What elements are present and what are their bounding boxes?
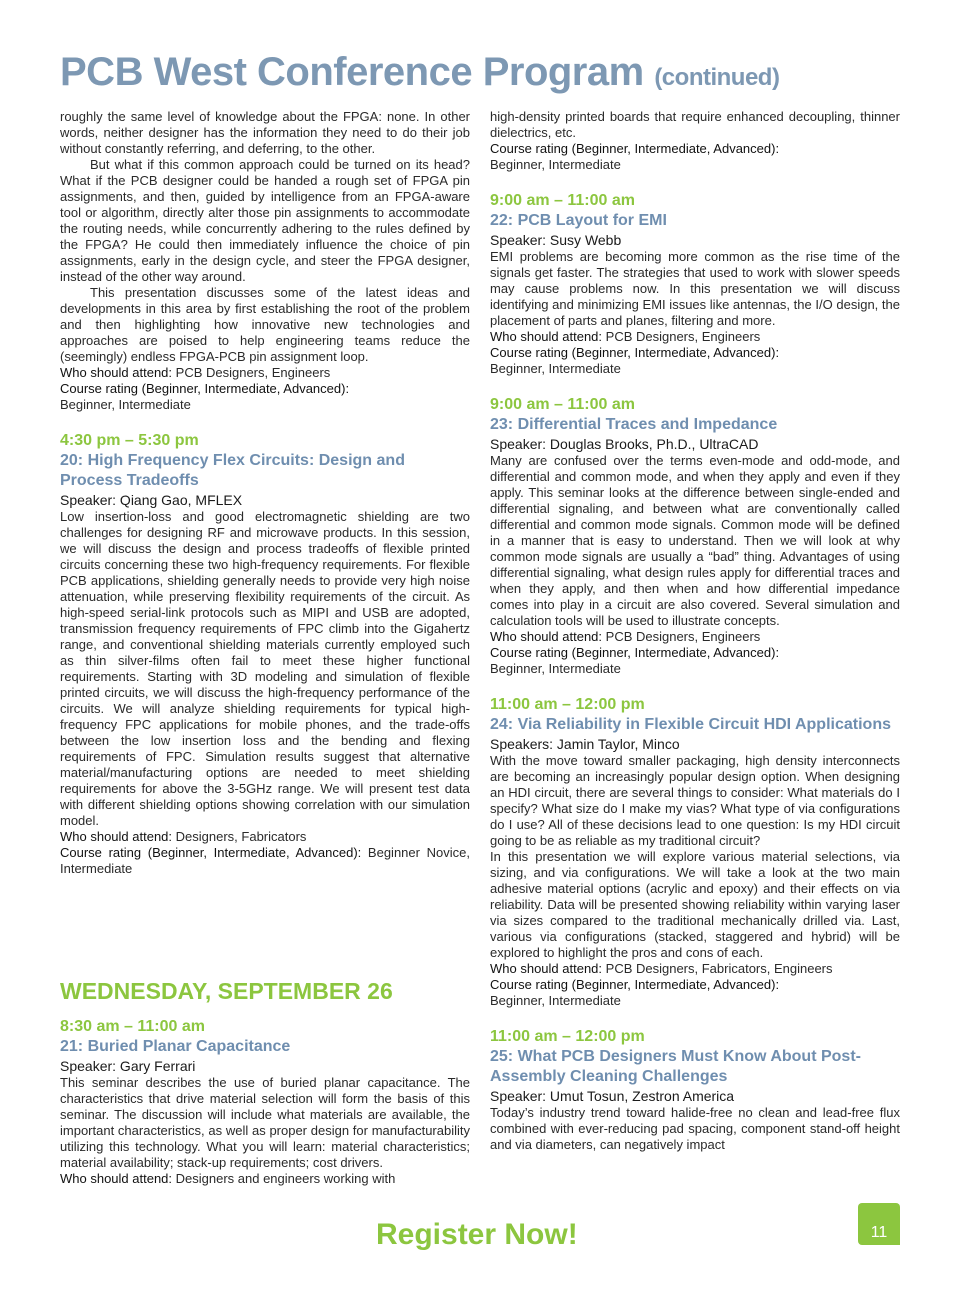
session-24-body: With the move toward smaller packaging, high density interconnects are becoming an increasingly popular design option. When designing an HDI circuit, there are several things to consider: What materials do I specify? What size do I make my vias? What type of via configurations do I use? All of these decisions lead to one question: Is my HDI circuit going to be as reliable as my traditional circuit? (490, 753, 900, 848)
session-21-title: 21: Buried Planar Capacitance (60, 1038, 291, 1055)
session-23-body: Many are confused over the terms even-mode and odd-mode, and differential and common mode, and when they apply and even if they apply. This seminar looks at the difference between single-ended and differential signaling, and between what are conventionally called differential and common mode signals. Common mode will be defined in a manner that is easy to understand. Then we will look at why common mode signals are usually a “bad” thing. Advantages of using differential signaling, what design rules apply for differential traces and when they apply, and then when and how differential impedance comes into play in a circuit are also covered. Several simulation and calculation tools will be used to illustrate concepts. (490, 453, 900, 628)
intro-paragraph: But what if this common approach could be turned on its head? What if the PCB designer could be handed a rough set of FPGA pin assignments, and then, guided by intelligence from an FPGA-aware tool or algorithm, directly alter those pin assignments to accommodate the routing needs, while concurrently adhering to the rules defined by the FPGA? He could then immediately influence the choice of pin assignments, early in the design cycle, and steer the FPGA designer, instead of the other way around. (60, 157, 470, 284)
session-20-title: 20: High Frequency Flex Circuits: Design and Process Tradeoffs (60, 452, 405, 489)
attend-value: PCB Designers, Fabricators, Engineers (602, 961, 833, 976)
rating-value: Beginner, Intermediate (490, 361, 621, 376)
session-20-speaker: Speaker: Qiang Gao, MFLEX (60, 492, 243, 508)
session-22-attend (490, 329, 900, 345)
session-23-attend (490, 629, 900, 645)
rating-value: Beginner Novice, Intermediate (60, 845, 470, 876)
rating-value: Beginner, Intermediate (490, 157, 621, 172)
attend-value: PCB Designers, Engineers (172, 365, 331, 380)
rating-label: Course rating (Beginner, Intermediate, Advanced): (60, 381, 350, 396)
session-20-attend (60, 829, 470, 845)
session-20-time: 4:30 pm – 5:30 pm (60, 432, 199, 449)
rating-label: Course rating (Beginner, Intermediate, Advanced): (60, 845, 362, 860)
rating-value: Beginner, Intermediate (60, 397, 191, 412)
right-column (490, 109, 900, 1153)
session-20-body: Low insertion-loss and good electromagnetic shielding are two challenges for designing RF and microwave products. In this session, we will discuss the design and process tradeoffs of flexible printed circuits concerning these two high-frequency requirements. For flexible PCB applications, shielding generally needs to provide very high noise attenuation, while preserving flexibility requirements of the circuit. As high-speed serial-link protocols such as MIPI and USB are adopted, transmission frequency requirements of FPC climb into the Gigahertz range, and conventional shielding materials currently employed such as thin silver-films often fail to meet these higher functional requirements. Starting with 3D modeling and simulation of flexible printed circuits, we will discuss the high-frequency performance of the circuits. We will analyze shielding requirements for typical high-frequency FPC applications for mobile phones, and the trade-offs between the low insertion loss and the bending and flexing requirements of FPC. Simulation results suggest that alternative material/manufacturing options are needed to meet shielding requirements for above the 3-5GHz range. We will present test data with different shielding options showing correlation with our simulation model. (60, 509, 470, 828)
session-24-attend (490, 961, 900, 977)
session-25-time: 11:00 am – 12:00 pm (490, 1028, 645, 1045)
session-22-speaker: Speaker: Susy Webb (490, 232, 622, 248)
session-25-speaker: Speaker: Umut Tosun, Zestron America (490, 1088, 735, 1104)
title-continued: (continued) (654, 64, 780, 91)
session-21-speaker: Speaker: Gary Ferrari (60, 1058, 196, 1074)
session-23-time: 9:00 am – 11:00 am (490, 396, 635, 413)
session-20-rating (60, 845, 470, 877)
session-22-title: 22: PCB Layout for EMI (490, 212, 667, 229)
page-number: 11 (858, 1203, 900, 1245)
continued-body: high-density printed boards that require enhanced decoupling, thinner dielectrics, etc. (490, 109, 900, 140)
attend-label: Who should attend: (60, 1171, 173, 1186)
attend-label: Who should attend: (490, 961, 603, 976)
session-21-time: 8:30 am – 11:00 am (60, 1018, 205, 1035)
session-25-body: Today’s industry trend toward halide-free no clean and lead-free flux combined with ever-reducing pad spacing, component stand-off height and via diameters, can negatively impact (490, 1105, 900, 1152)
session-24-time: 11:00 am – 12:00 pm (490, 696, 645, 713)
attend-value: Designers and engineers working with (172, 1171, 396, 1186)
session-23-speaker: Speaker: Douglas Brooks, Ph.D., UltraCAD (490, 436, 759, 452)
session-24-speaker: Speakers: Jamin Taylor, Minco (490, 736, 680, 752)
intro-attend (60, 365, 470, 381)
attend-label: Who should attend: (490, 629, 603, 644)
title-main: PCB West Conference Program (60, 50, 644, 94)
day-heading: WEDNESDAY, SEPTEMBER 26 (60, 978, 393, 1004)
attend-value: PCB Designers, Engineers (602, 329, 761, 344)
register-now-link[interactable]: Register Now! (376, 1218, 578, 1251)
session-22-body: EMI problems are becoming more common as the rise time of the signals get faster. The strategies that used to work with slower speeds may cause problems now. In this presentation we will discuss identifying and minimizing EMI issues like antennas, the I/O design, the placement of parts and planes, filtering and more. (490, 249, 900, 328)
session-24-body: In this presentation we will explore various material selections, via sizing, and via configurations. We will take a look at the two main adhesive material options (acrylic and epoxy) and their effects on via reliability. Data will be presented showing reliability within varying laser via sizes compared to the traditional mechanically drilled via. Last, various via configurations (stacked, staggered and hybrid) will be explored to highlight the pros and cons of each. (490, 849, 900, 960)
intro-paragraph: This presentation discusses some of the latest ideas and developments in this area by first establishing the root of the problem and then highlighting how innovative new technologies and approaches are poised to help engineering teams reduce the (seemingly) endless FPGA-PCB pin assignment loop. (60, 285, 470, 364)
rating-label: Course rating (Beginner, Intermediate, Advanced): (490, 645, 780, 660)
attend-value: Designers, Fabricators (172, 829, 307, 844)
rating-label: Course rating (Beginner, Intermediate, Advanced): (490, 977, 780, 992)
rating-label: Course rating (Beginner, Intermediate, Advanced): (490, 141, 780, 156)
session-22-time: 9:00 am – 11:00 am (490, 192, 635, 209)
attend-value: PCB Designers, Engineers (602, 629, 761, 644)
intro-paragraph: roughly the same level of knowledge about the FPGA: none. In other words, neither designer has the information they need to do their job without constantly referring, and deferring, to the other. (60, 109, 470, 156)
session-24-title: 24: Via Reliability in Flexible Circuit HDI Applications (490, 716, 891, 733)
session-23-title: 23: Differential Traces and Impedance (490, 416, 778, 433)
attend-label: Who should attend: (60, 365, 173, 380)
session-21-body: This seminar describes the use of buried planar capacitance. The characteristics that drive material selection will form the basis of this seminar. The discussion will include what materials are available, the important characteristics, as well as proper design for manufacturability utilizing this technology. What you will learn: material characteristics; material availability; stack-up requirements; cost drivers. (60, 1075, 470, 1170)
session-25-title: 25: What PCB Designers Must Know About Post-Assembly Cleaning Challenges (490, 1048, 861, 1085)
page-title (60, 50, 779, 95)
rating-value: Beginner, Intermediate (490, 993, 621, 1008)
rating-value: Beginner, Intermediate (490, 661, 621, 676)
rating-label: Course rating (Beginner, Intermediate, Advanced): (490, 345, 780, 360)
session-21-attend (60, 1171, 470, 1187)
attend-label: Who should attend: (490, 329, 603, 344)
attend-label: Who should attend: (60, 829, 173, 844)
left-column (60, 109, 470, 1187)
